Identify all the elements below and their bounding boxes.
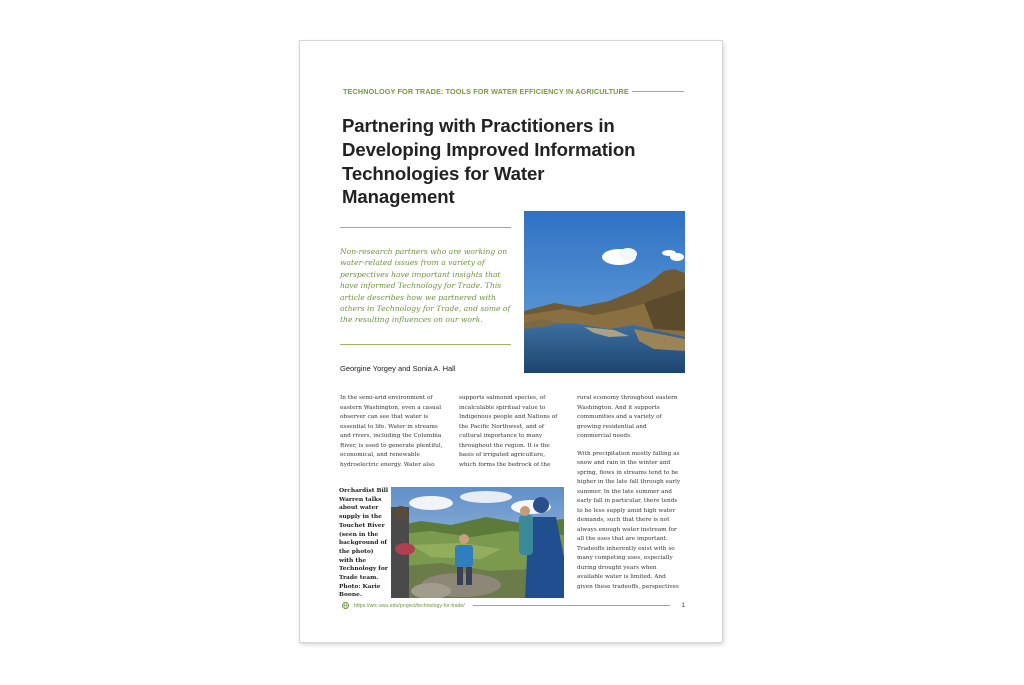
abstract-line: water-related issues from a variety of xyxy=(340,258,485,268)
series-kicker xyxy=(343,87,684,96)
body-line: River, is used to generate plentiful, xyxy=(340,442,443,449)
abstract-top-rule xyxy=(340,227,511,228)
body-line: With precipitation mostly falling as xyxy=(577,450,680,457)
river-canyon-photo xyxy=(524,211,685,373)
globe-icon xyxy=(342,602,349,609)
footer-rule xyxy=(473,605,670,606)
body-line: summer. In the late summer and xyxy=(577,488,672,495)
article-title xyxy=(342,114,687,209)
title-line: Partnering with Practitioners in xyxy=(342,115,615,136)
body-line: to be less supply amid high water xyxy=(577,507,676,514)
abstract-line: others in Technology for Trade, and some of xyxy=(340,304,511,314)
body-column-3 xyxy=(577,394,689,600)
caption-line: the photo) xyxy=(339,547,374,555)
caption-line: Touchet River xyxy=(339,521,385,529)
caption-line: about water xyxy=(339,504,379,512)
abstract-line: Non-research partners who are working on xyxy=(340,247,508,256)
body-line: during drought years when xyxy=(577,564,657,571)
caption-line: Technology for xyxy=(339,565,388,573)
document-page xyxy=(300,41,722,642)
body-line: Tradeoffs inherently exist with so xyxy=(577,545,675,552)
caption-line: with the xyxy=(339,556,367,564)
caption-line: Photo: Karie xyxy=(339,582,381,590)
kicker-text: TECHNOLOGY FOR TRADE: TOOLS FOR WATER EFFICIENCY IN AGRICULTURE xyxy=(343,87,629,96)
caption-line: Warren talks xyxy=(339,495,382,503)
page-footer xyxy=(342,602,685,609)
body-line: always enough water instream for xyxy=(577,526,677,533)
caption-line: (seen in the xyxy=(339,530,379,538)
body-line: communities and a variety of xyxy=(577,414,662,420)
abstract-line: perspectives have important insights that xyxy=(340,269,501,279)
body-line: demands, such that there is not xyxy=(577,517,670,523)
caption-line: background of xyxy=(339,539,387,547)
body-line: and rivers, including the Columbia xyxy=(340,433,442,439)
body-line: throughout the region. It is the xyxy=(459,442,550,449)
caption-line: Orchardist Bill xyxy=(339,487,389,494)
body-line: basis of irrigated agriculture, xyxy=(459,452,546,458)
body-line: spring, flows in streams tend to be xyxy=(577,469,679,476)
article-abstract xyxy=(340,246,512,326)
footer-url-link[interactable]: https://wrc.wsu.edu/project/technology-for-trade/ xyxy=(354,602,465,609)
body-line: the Pacific Northwest, and of xyxy=(459,423,544,430)
body-line: Indigenous people and Nations of xyxy=(459,414,558,420)
abstract-line: the resulting influences on our work. xyxy=(340,315,483,325)
page-number: 1 xyxy=(681,602,685,609)
article-authors: Georgine Yorgey and Sonia A. Hall xyxy=(340,364,456,373)
body-line: incalculable spiritual value to xyxy=(459,404,546,411)
title-line: Technologies for Water xyxy=(342,162,545,184)
body-line: many competing uses, especially xyxy=(577,555,673,561)
abstract-line: article describes how we partnered with xyxy=(340,292,496,302)
body-paragraph xyxy=(577,394,689,442)
body-column-2 xyxy=(459,394,569,470)
field-team-photo xyxy=(391,487,564,598)
body-line: essential to life. Water in streams xyxy=(340,423,438,430)
body-line: commercial needs. xyxy=(577,433,632,439)
abstract-bottom-rule xyxy=(340,344,511,345)
kicker-rule xyxy=(632,91,684,92)
body-line: supports salmonid species, of xyxy=(459,395,546,401)
body-line: hydroelectric energy. Water also xyxy=(340,461,435,468)
photo-caption xyxy=(339,487,389,600)
body-line: all the uses that are important. xyxy=(577,536,668,542)
body-line: cultural importance to many xyxy=(459,433,543,439)
body-line: given these tradeoffs, perspectives xyxy=(577,583,679,590)
caption-line: Trade team. xyxy=(339,574,379,582)
body-line: rural economy throughout eastern xyxy=(577,395,678,401)
body-line: observer can see that water is xyxy=(340,414,429,420)
body-line: economical, and renewable xyxy=(340,452,420,458)
body-line: which forms the bedrock of the xyxy=(459,461,551,468)
body-paragraph xyxy=(577,450,689,593)
body-line: growing residential and xyxy=(577,423,647,430)
body-line: In the semi-arid environment of xyxy=(340,395,433,401)
title-line: Management xyxy=(342,186,455,208)
body-line: snow and rain in the winter and xyxy=(577,460,671,466)
abstract-line: have informed Technology for Trade. This xyxy=(340,281,502,291)
caption-line: supply in the xyxy=(339,513,382,521)
body-line: higher in the late fall through early xyxy=(577,479,681,485)
body-line: Washington. And it supports xyxy=(577,404,660,411)
body-line: available water is limited. And xyxy=(577,574,666,580)
body-line: eastern Washington, even a casual xyxy=(340,404,442,411)
title-line: Developing Improved Information xyxy=(342,138,636,160)
caption-line: Boone. xyxy=(339,591,362,599)
body-line: early fall in particular, there tends xyxy=(577,498,678,504)
body-column-1 xyxy=(340,394,458,470)
